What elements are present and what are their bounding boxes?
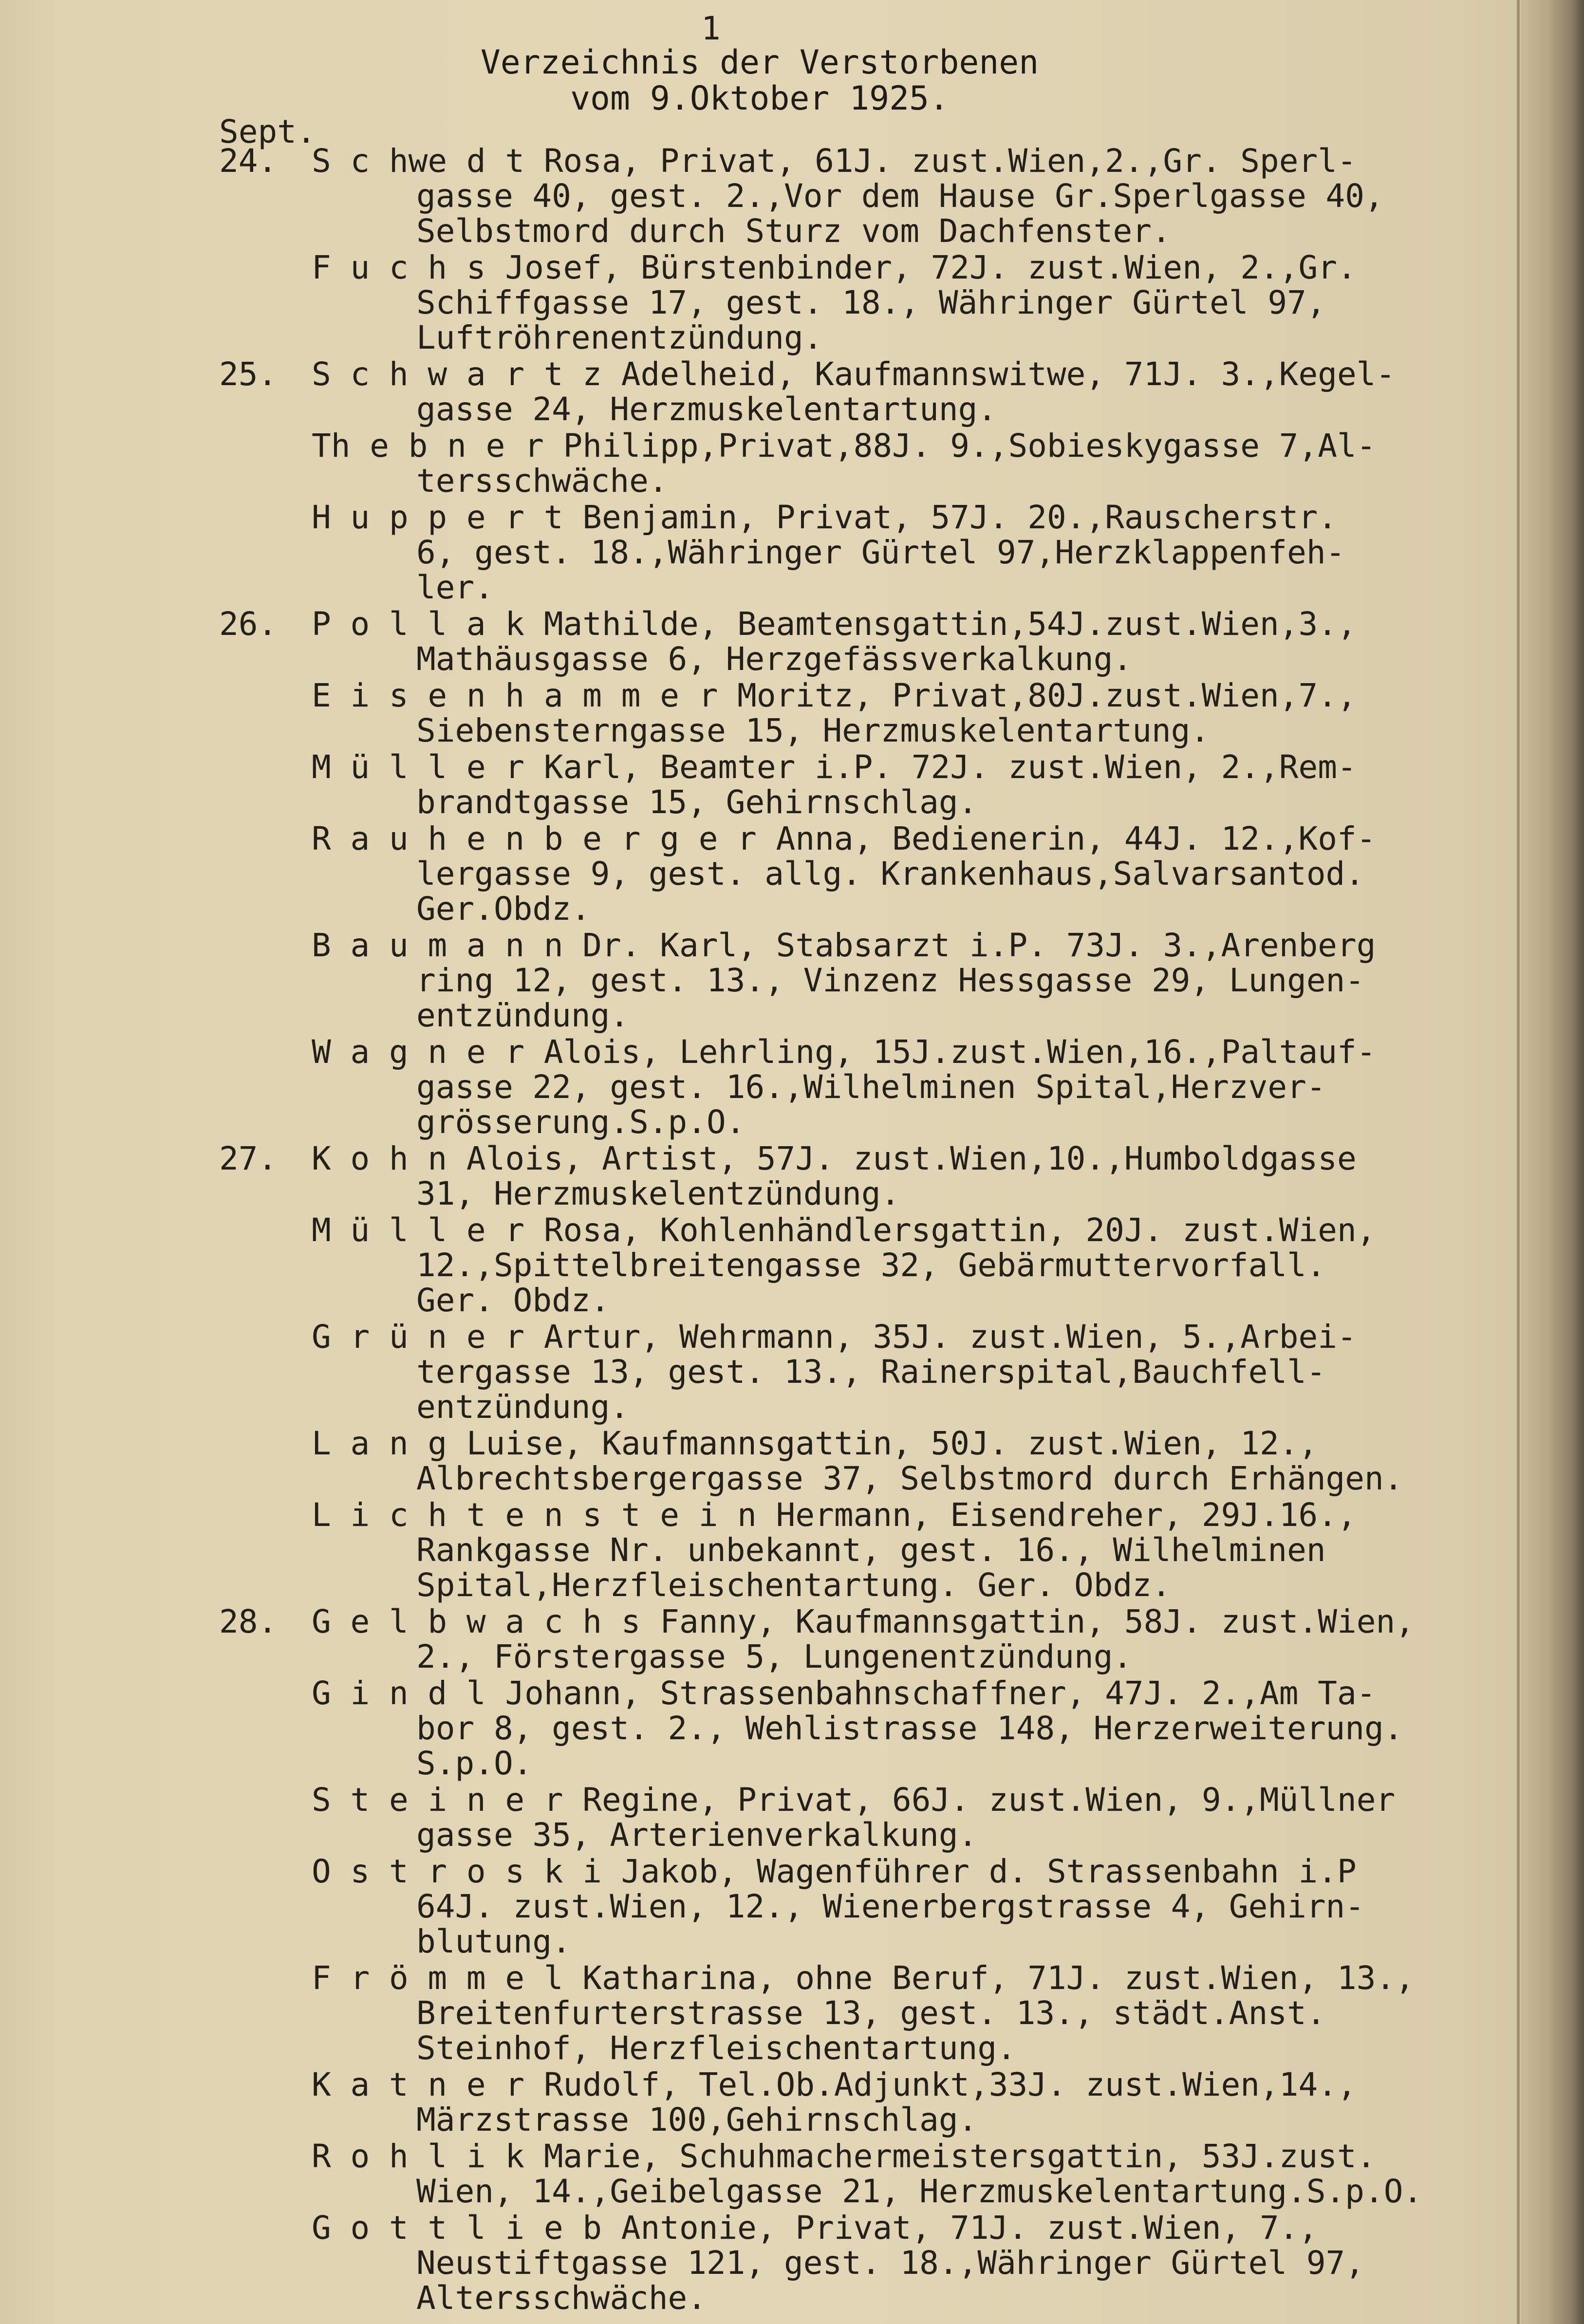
entry-line: blutung. (416, 1923, 571, 1960)
register-entry (219, 1426, 1505, 1496)
entry-line: Steinhof, Herzfleischentartung. (416, 2029, 1016, 2067)
entry-line: E i s e n h a m m e r Moritz, Privat,80J.zust.Wien,7., (312, 677, 1357, 714)
entry-line: Wien, 14.,Geibelgasse 21, Herzmuskelentartung.S.p.O. (416, 2173, 1423, 2210)
entry-line: L i c h t e n s t e i n Hermann, Eisendreher, 29J.16., (312, 1496, 1357, 1534)
entry-line: gasse 40, gest. 2.,Vor dem Hause Gr.Sperlgasse 40, (416, 177, 1384, 215)
entry-line: entzündung. (416, 997, 630, 1034)
entry-line: brandtgasse 15, Gehirnschlag. (416, 783, 978, 821)
entry-line: F r ö m m e l Katharina, ohne Beruf, 71J. zust.Wien, 13., (312, 1959, 1415, 1997)
entry-line: F u c h s Josef, Bürstenbinder, 72J. zust.Wien, 2.,Gr. (312, 249, 1357, 286)
page-title (419, 45, 1100, 117)
entry-line: G o t t l i e b Antonie, Privat, 71J. zust.Wien, 7., (312, 2209, 1318, 2247)
entry-line: grösserung.S.p.O. (416, 1103, 745, 1141)
entry-line: B a u m a n n Dr. Karl, Stabsarzt i.P. 73J. 3.,Arenberg (312, 927, 1376, 964)
register-entry (219, 1604, 1505, 1674)
entry-line: gasse 24, Herzmuskelentartung. (416, 390, 997, 428)
entry-line: Selbstmord durch Sturz vom Dachfenster. (416, 212, 1171, 250)
register-entry (219, 607, 1505, 677)
entry-line: ring 12, gest. 13., Vinzenz Hessgasse 29, Lungen- (416, 962, 1365, 999)
entry-line: bor 8, gest. 2., Wehlistrasse 148, Herzerweiterung. (416, 1710, 1403, 1747)
register-entry (219, 1783, 1505, 1853)
register-entry (219, 1854, 1505, 1959)
register-entry (219, 2139, 1505, 2209)
entry-day: 25. (219, 355, 278, 393)
entry-line: gasse 22, gest. 16.,Wilhelminen Spital,Herzver- (416, 1068, 1326, 1106)
register-entry (219, 357, 1505, 427)
register-entry (219, 2211, 1505, 2316)
entry-line: G e l b w a c h s Fanny, Kaufmannsgattin, 58J. zust.Wien, (312, 1603, 1415, 1640)
register-entry (219, 928, 1505, 1033)
entry-line: 31, Herzmuskelentzündung. (416, 1175, 900, 1212)
register-entry (219, 1498, 1505, 1603)
entry-line: R a u h e n b e r g e r Anna, Bedienerin, 44J. 12.,Kof- (312, 820, 1376, 857)
entry-line: R o h l i k Marie, Schuhmachermeistersgattin, 53J.zust. (312, 2138, 1376, 2175)
entry-line: 2., Förstergasse 5, Lungenentzündung. (416, 1638, 1133, 1675)
register-entry (219, 821, 1505, 927)
register-entry (219, 500, 1505, 605)
entry-line: 12.,Spittelbreitengasse 32, Gebärmuttervorfall. (416, 1246, 1326, 1284)
entry-line: G r ü n e r Artur, Wehrmann, 35J. zust.Wien, 5.,Arbei- (312, 1318, 1357, 1356)
entry-line: entzündung. (416, 1388, 630, 1426)
entry-day: 24. (219, 142, 278, 180)
entry-line: W a g n e r Alois, Lehrling, 15J.zust.Wien,16.,Paltauf- (312, 1033, 1376, 1071)
entry-line: 6, gest. 18.,Währinger Gürtel 97,Herzklappenfeh- (416, 534, 1345, 571)
entry-line: Altersschwäche. (416, 2279, 707, 2317)
register-entry (219, 2067, 1505, 2138)
register-entry (219, 750, 1505, 820)
entry-line: ler. (416, 569, 494, 606)
entry-line: Schiffgasse 17, gest. 18., Währinger Gürtel 97, (416, 284, 1326, 321)
entry-line: Neustiftgasse 121, gest. 18.,Währinger Gürtel 97, (416, 2244, 1365, 2282)
entry-line: S t e i n e r Regine, Privat, 66J. zust.Wien, 9.,Müllner (312, 1781, 1396, 1819)
entry-line: tersschwäche. (416, 462, 668, 500)
entry-day: 28. (219, 1603, 278, 1640)
entry-line: Siebensterngasse 15, Herzmuskelentartung. (416, 712, 1210, 749)
entry-line: S.p.O. (416, 1745, 533, 1782)
entry-line: H u p p e r t Benjamin, Privat, 57J. 20.,Rauscherstr. (312, 499, 1337, 536)
entry-line: Luftröhrenentzündung. (416, 319, 823, 356)
page-edge-shadow (1517, 0, 1520, 2324)
entry-line: gasse 35, Arterienverkalkung. (416, 1816, 978, 1854)
register-entry (219, 428, 1505, 499)
register-entry (219, 250, 1505, 355)
entry-line: Mathäusgasse 6, Herzgefässverkalkung. (416, 640, 1133, 678)
entry-line: Albrechtsbergergasse 37, Selbstmord durch Erhängen. (416, 1460, 1403, 1497)
register-entry (219, 1320, 1505, 1425)
entry-line: lergasse 9, gest. allg. Krankenhaus,Salvarsantod. (416, 855, 1365, 892)
month-label: Sept. (219, 113, 316, 150)
register-entry (219, 1676, 1505, 1781)
entry-line: G i n d l Johann, Strassenbahnschaffner, 47J. 2.,Am Ta- (312, 1674, 1376, 1712)
entry-line: Th e b n e r Philipp,Privat,88J. 9.,Sobieskygasse 7,Al- (312, 427, 1376, 465)
entry-line: K o h n Alois, Artist, 57J. zust.Wien,10.,Humboldgasse (312, 1140, 1357, 1177)
register-entry (219, 1961, 1505, 2066)
entry-line: Ger.Obdz. (416, 890, 591, 928)
entry-line: Breitenfurterstrasse 13, gest. 13., städt.Anst. (416, 1994, 1326, 2032)
entry-line: S c h w a r t z Adelheid, Kaufmannswitwe, 71J. 3.,Kegel- (312, 355, 1396, 393)
title-line-2: vom 9.Oktober 1925. (570, 79, 949, 118)
page-number: 1 (701, 10, 721, 47)
entry-line: Spital,Herzfleischentartung. Ger. Obdz. (416, 1566, 1171, 1604)
register-entry (219, 1035, 1505, 1140)
entry-line: M ü l l e r Karl, Beamter i.P. 72J. zust.Wien, 2.,Rem- (312, 748, 1357, 786)
entry-line: M ü l l e r Rosa, Kohlenhändlersgattin, 20J. zust.Wien, (312, 1211, 1376, 1249)
register-entry (219, 144, 1505, 249)
register-entry (219, 1141, 1505, 1211)
register-entry (219, 1213, 1505, 1318)
entry-line: L a n g Luise, Kaufmannsgattin, 50J. zust.Wien, 12., (312, 1425, 1318, 1462)
register-entry (219, 678, 1505, 748)
entry-day: 26. (219, 605, 278, 643)
entry-line: K a t n e r Rudolf, Tel.Ob.Adjunkt,33J. zust.Wien,14., (312, 2066, 1357, 2103)
entry-line: 64J. zust.Wien, 12., Wienerbergstrasse 4, Gehirn- (416, 1888, 1365, 1925)
entry-line: Rankgasse Nr. unbekannt, gest. 16., Wilhelminen (416, 1531, 1326, 1569)
entry-line: tergasse 13, gest. 13., Rainerspital,Bauchfell- (416, 1353, 1326, 1391)
entry-line: P o l l a k Mathilde, Beamtensgattin,54J.zust.Wien,3., (312, 605, 1357, 643)
page-edge (1521, 0, 1584, 2324)
entry-day: 27. (219, 1140, 278, 1177)
title-line-1: Verzeichnis der Verstorbenen (480, 43, 1039, 82)
entry-line: Ger. Obdz. (416, 1282, 610, 1319)
entry-line: S c hwe d t Rosa, Privat, 61J. zust.Wien,2.,Gr. Sperl- (312, 142, 1357, 180)
entry-line: O s t r o s k i Jakob, Wagenführer d. Strassenbahn i.P (312, 1853, 1357, 1890)
entry-line: Märzstrasse 100,Gehirnschlag. (416, 2101, 978, 2138)
death-register-list (219, 144, 1505, 2317)
